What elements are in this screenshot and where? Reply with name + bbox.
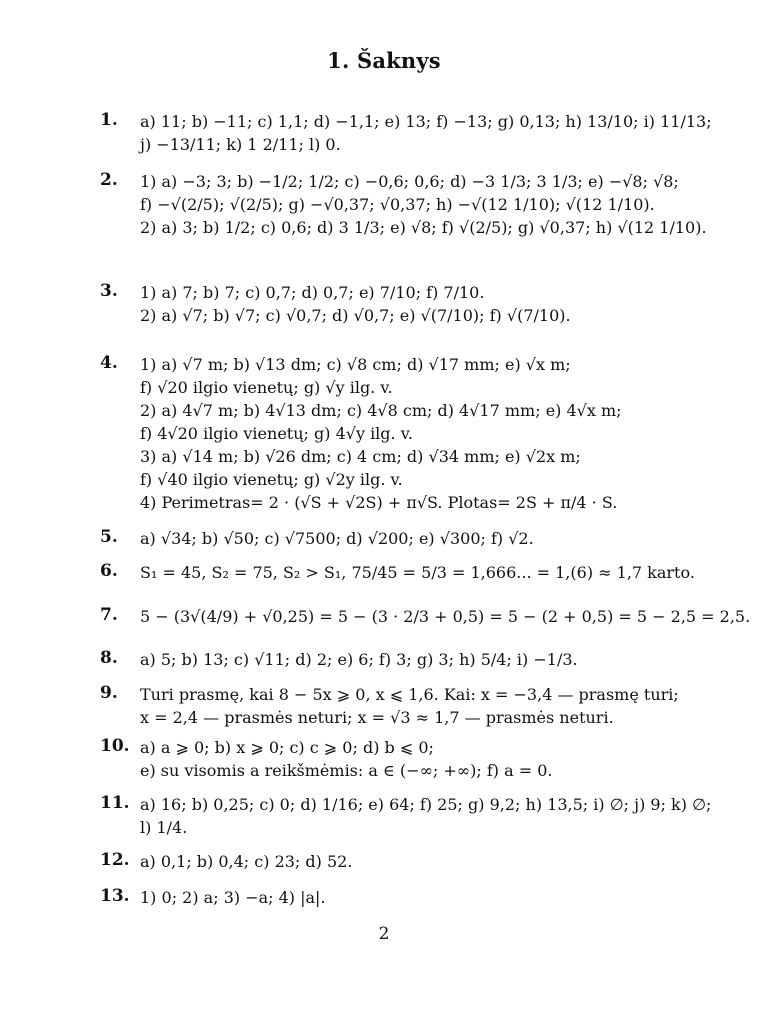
- answer-line: a) 16; b) 0,25; c) 0; d) 1/16; e) 64; f) 25; g) 9,2; h) 13,5; i) ∅; j) 9; k) ∅;: [140, 795, 712, 814]
- answer-line: 2) a) √7; b) √7; c) √0,7; d) √0,7; e) √(7/10); f) √(7/10).: [140, 306, 571, 325]
- answer-line: j) −13/11; k) 1 2/11; l) 0.: [140, 135, 341, 154]
- problem-answer: [140, 736, 700, 782]
- page-title: 1. Šaknys: [327, 48, 441, 73]
- answer-line: a) 11; b) −11; c) 1,1; d) −1,1; e) 13; f) −13; g) 0,13; h) 13/10; i) 11/13;: [140, 112, 712, 131]
- answer-line: 5 − (3√(4/9) + √0,25) = 5 − (3 · 2/3 + 0,5) = 5 − (2 + 0,5) = 5 − 2,5 = 2,5.: [140, 607, 751, 626]
- problem-number: 13.: [100, 886, 130, 906]
- problem-number: 4.: [100, 353, 118, 373]
- problem-number: 9.: [100, 683, 118, 703]
- problem-number: 3.: [100, 281, 118, 301]
- answer-line: e) su visomis a reikšmėmis: a ∈ (−∞; +∞); f) a = 0.: [140, 761, 553, 780]
- answer-line: f) √20 ilgio vienetų; g) √y ilg. v.: [140, 378, 393, 397]
- problem-number: 1.: [100, 110, 118, 130]
- answer-line: a) a ⩾ 0; b) x ⩾ 0; c) c ⩾ 0; d) b ⩽ 0;: [140, 738, 434, 757]
- answer-line: 3) a) √14 m; b) √26 dm; c) 4 cm; d) √34 mm; e) √2x m;: [140, 447, 581, 466]
- problem-number: 10.: [100, 736, 130, 756]
- answer-line: l) 1/4.: [140, 818, 188, 837]
- answer-line: f) −√(2/5); √(2/5); g) −√0,37; √0,37; h) −√(12 1/10); √(12 1/10).: [140, 195, 655, 214]
- answer-line: a) 5; b) 13; c) √11; d) 2; e) 6; f) 3; g) 3; h) 5/4; i) −1/3.: [140, 650, 578, 669]
- answer-line: Turi prasmę, kai 8 − 5x ⩾ 0, x ⩽ 1,6. Kai: x = −3,4 — prasmę turi;: [140, 685, 679, 704]
- problem-answer: [140, 648, 700, 671]
- problem-number: 7.: [100, 605, 118, 625]
- problem-number: 8.: [100, 648, 118, 668]
- answer-line: 1) 0; 2) a; 3) −a; 4) |a|.: [140, 888, 326, 907]
- page-number: 2: [378, 924, 390, 944]
- answer-line: 1) a) 7; b) 7; c) 0,7; d) 0,7; e) 7/10; f) 7/10.: [140, 283, 485, 302]
- problem-answer: [140, 281, 700, 327]
- answer-line: 4) Perimetras= 2 · (√S + √2S) + π√S. Plotas= 2S + π/4 · S.: [140, 493, 618, 512]
- problem-answer: [140, 850, 700, 873]
- problem-answer: [140, 527, 700, 550]
- problem-answer: [140, 886, 700, 909]
- problem-answer: [140, 561, 700, 584]
- problem-answer: [140, 110, 712, 156]
- answer-line: a) 0,1; b) 0,4; c) 23; d) 52.: [140, 852, 353, 871]
- answer-line: 1) a) √7 m; b) √13 dm; c) √8 cm; d) √17 mm; e) √x m;: [140, 355, 571, 374]
- problem-answer: [140, 170, 707, 239]
- problem-answer: [140, 793, 712, 839]
- problem-number: 11.: [100, 793, 130, 813]
- problem-number: 12.: [100, 850, 130, 870]
- answer-line: S₁ = 45, S₂ = 75, S₂ > S₁, 75/45 = 5/3 = 1,666... = 1,(6) ≈ 1,7 karto.: [140, 563, 695, 582]
- answer-line: 2) a) 4√7 m; b) 4√13 dm; c) 4√8 cm; d) 4√17 mm; e) 4√x m;: [140, 401, 622, 420]
- answer-line: 2) a) 3; b) 1/2; c) 0,6; d) 3 1/3; e) √8; f) √(2/5); g) √0,37; h) √(12 1/10).: [140, 218, 707, 237]
- answer-line: x = 2,4 — prasmės neturi; x = √3 ≈ 1,7 — prasmės neturi.: [140, 708, 614, 727]
- problem-number: 5.: [100, 527, 118, 547]
- problem-answer: [140, 683, 700, 729]
- problem-answer: [140, 353, 700, 514]
- problem-number: 2.: [100, 170, 118, 190]
- problem-answer: [140, 605, 751, 628]
- answer-line: 1) a) −3; 3; b) −1/2; 1/2; c) −0,6; 0,6; d) −3 1/3; 3 1/3; e) −√8; √8;: [140, 172, 679, 191]
- problem-number: 6.: [100, 561, 118, 581]
- answer-line: a) √34; b) √50; c) √7500; d) √200; e) √300; f) √2.: [140, 529, 534, 548]
- answer-line: f) 4√20 ilgio vienetų; g) 4√y ilg. v.: [140, 424, 413, 443]
- answer-line: f) √40 ilgio vienetų; g) √2y ilg. v.: [140, 470, 403, 489]
